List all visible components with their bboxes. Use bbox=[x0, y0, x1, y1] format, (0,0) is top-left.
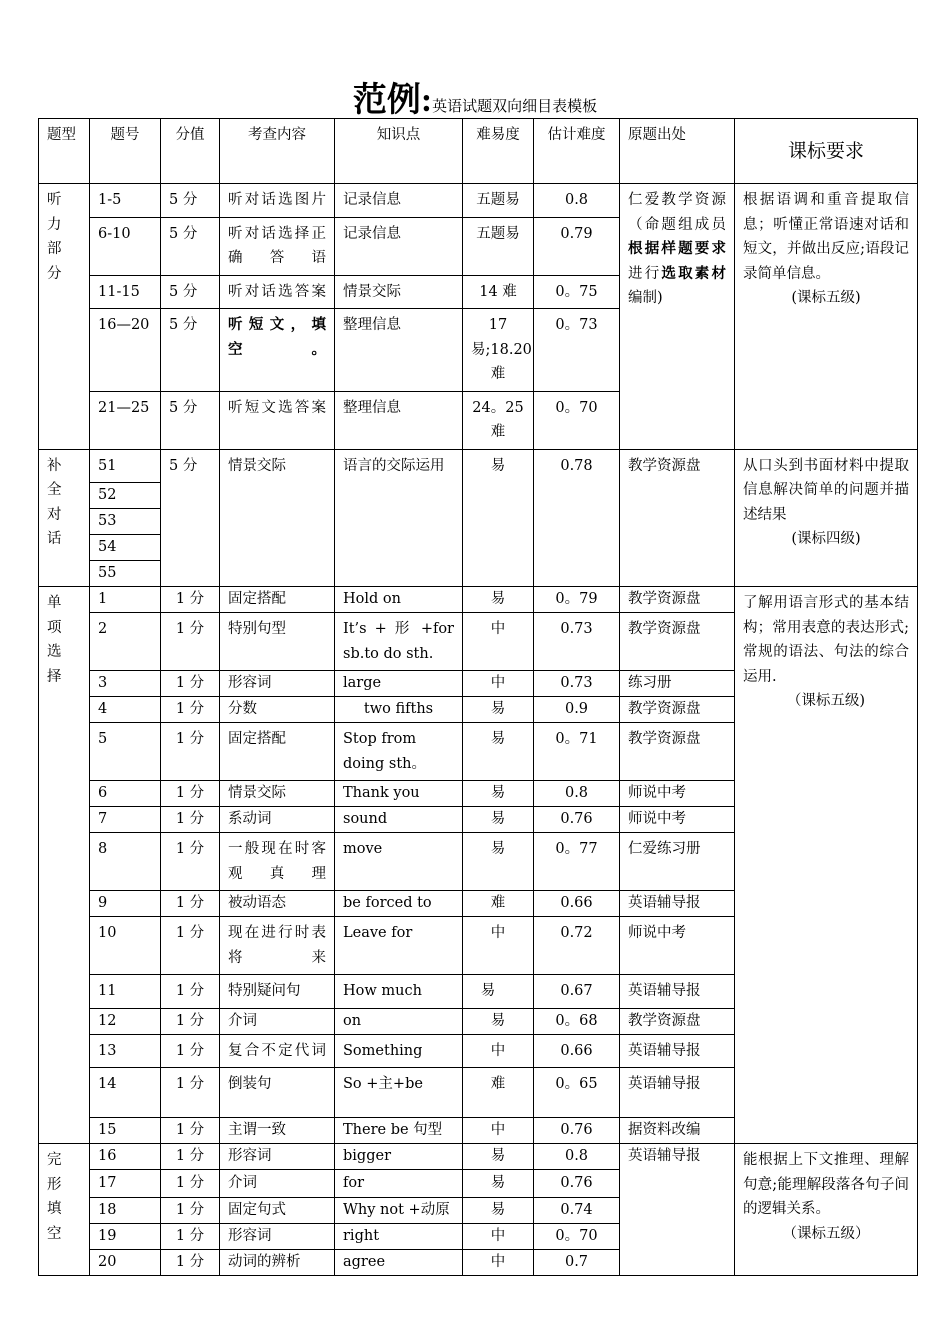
header-row bbox=[39, 119, 918, 184]
source: 英语辅导报 bbox=[620, 1034, 735, 1068]
question-no: 13 bbox=[90, 1034, 161, 1068]
difficulty: 难 bbox=[463, 1068, 534, 1118]
estimate: 0。71 bbox=[534, 723, 620, 781]
title-main: 范例: bbox=[352, 82, 433, 119]
header-cell: 题型 bbox=[39, 119, 90, 184]
header-cell-standard: 课标要求 bbox=[735, 119, 918, 184]
knowledge-point: Thank you bbox=[335, 781, 463, 807]
title-sub: 英语试题双向细目表模板 bbox=[432, 97, 598, 115]
difficulty: 中 bbox=[463, 1224, 534, 1250]
question-no: 11-15 bbox=[90, 275, 161, 309]
difficulty: 中 bbox=[463, 917, 534, 975]
question-no: 52 bbox=[90, 483, 161, 509]
score: 1 分 bbox=[161, 807, 220, 833]
estimate: 0.67 bbox=[534, 975, 620, 1009]
estimate: 0。75 bbox=[534, 275, 620, 309]
content: 系动词 bbox=[220, 807, 335, 833]
question-no: 14 bbox=[90, 1068, 161, 1118]
question-no: 55 bbox=[90, 561, 161, 587]
knowledge-point: for bbox=[335, 1170, 463, 1198]
knowledge-point: two fifths bbox=[335, 697, 463, 723]
score: 1 分 bbox=[161, 613, 220, 671]
section-name: 完形填空 bbox=[39, 1144, 90, 1276]
score: 5 分 bbox=[161, 275, 220, 309]
knowledge-point: How much bbox=[335, 975, 463, 1009]
section-name: 听力部分 bbox=[39, 184, 90, 450]
difficulty: 中 bbox=[463, 613, 534, 671]
difficulty: 中 bbox=[463, 671, 534, 697]
estimate: 0。73 bbox=[534, 309, 620, 392]
question-no: 8 bbox=[90, 833, 161, 891]
knowledge-point: So +主+be bbox=[335, 1068, 463, 1118]
difficulty: 易 bbox=[463, 1198, 534, 1224]
table-row bbox=[39, 587, 918, 613]
score: 1 分 bbox=[161, 723, 220, 781]
question-no: 18 bbox=[90, 1198, 161, 1224]
question-no: 20 bbox=[90, 1250, 161, 1276]
curriculum-standard: 从口头到书面材料中提取信息解决简单的问题并描述结果 (课标四级) bbox=[735, 449, 918, 587]
source: 教学资源盘 bbox=[620, 723, 735, 781]
content: 情景交际 bbox=[220, 449, 335, 587]
score: 1 分 bbox=[161, 671, 220, 697]
knowledge-point: Why not +动原 bbox=[335, 1198, 463, 1224]
section-name: 单项选择 bbox=[39, 587, 90, 1144]
score: 1 分 bbox=[161, 697, 220, 723]
estimate: 0.76 bbox=[534, 807, 620, 833]
question-no: 51 bbox=[90, 449, 161, 483]
question-no: 4 bbox=[90, 697, 161, 723]
score: 5 分 bbox=[161, 217, 220, 275]
score: 5 分 bbox=[161, 391, 220, 449]
section-name: 补全对话 bbox=[39, 449, 90, 587]
estimate: 0.7 bbox=[534, 1250, 620, 1276]
knowledge-point: Hold on bbox=[335, 587, 463, 613]
source: 仁爱教学资源（命题组成员根据样题要求进行选取素材编制) bbox=[620, 184, 735, 450]
content: 形容词 bbox=[220, 1224, 335, 1250]
difficulty: 17 易;18.20 难 bbox=[463, 309, 534, 392]
knowledge-point: Leave for bbox=[335, 917, 463, 975]
estimate: 0.76 bbox=[534, 1170, 620, 1198]
knowledge-point: large bbox=[335, 671, 463, 697]
header-cell: 题号 bbox=[90, 119, 161, 184]
estimate: 0。77 bbox=[534, 833, 620, 891]
knowledge-point: bigger bbox=[335, 1144, 463, 1170]
source: 练习册 bbox=[620, 671, 735, 697]
estimate: 0.66 bbox=[534, 891, 620, 917]
score: 1 分 bbox=[161, 1008, 220, 1034]
question-no: 15 bbox=[90, 1118, 161, 1144]
question-no: 9 bbox=[90, 891, 161, 917]
estimate: 0.76 bbox=[534, 1118, 620, 1144]
knowledge-point: move bbox=[335, 833, 463, 891]
source: 英语辅导报 bbox=[620, 1144, 735, 1276]
estimate: 0.9 bbox=[534, 697, 620, 723]
source: 据资料改编 bbox=[620, 1118, 735, 1144]
question-no: 6-10 bbox=[90, 217, 161, 275]
question-no: 7 bbox=[90, 807, 161, 833]
estimate: 0.8 bbox=[534, 781, 620, 807]
knowledge-point: be forced to bbox=[335, 891, 463, 917]
estimate: 0.72 bbox=[534, 917, 620, 975]
score: 5 分 bbox=[161, 309, 220, 392]
knowledge-point: 整理信息 bbox=[335, 391, 463, 449]
curriculum-standard: 能根据上下文推理、理解句意;能理解段落各句子间的逻辑关系。 （课标五级） bbox=[735, 1144, 918, 1276]
knowledge-point: There be 句型 bbox=[335, 1118, 463, 1144]
source: 英语辅导报 bbox=[620, 1068, 735, 1118]
content: 听短文选答案 bbox=[220, 391, 335, 449]
score: 1 分 bbox=[161, 1068, 220, 1118]
question-no: 6 bbox=[90, 781, 161, 807]
estimate: 0。65 bbox=[534, 1068, 620, 1118]
content: 形容词 bbox=[220, 671, 335, 697]
estimate: 0.78 bbox=[534, 449, 620, 587]
score: 1 分 bbox=[161, 781, 220, 807]
estimate: 0。79 bbox=[534, 587, 620, 613]
estimate: 0.66 bbox=[534, 1034, 620, 1068]
content: 被动语态 bbox=[220, 891, 335, 917]
estimate: 0.74 bbox=[534, 1198, 620, 1224]
knowledge-point: Something bbox=[335, 1034, 463, 1068]
estimate: 0。68 bbox=[534, 1008, 620, 1034]
score: 1 分 bbox=[161, 1224, 220, 1250]
difficulty: 易 bbox=[463, 723, 534, 781]
content: 固定句式 bbox=[220, 1198, 335, 1224]
content: 听对话选择正确答语 bbox=[220, 217, 335, 275]
knowledge-point: agree bbox=[335, 1250, 463, 1276]
knowledge-point: 记录信息 bbox=[335, 217, 463, 275]
header-cell: 原题出处 bbox=[620, 119, 735, 184]
source: 英语辅导报 bbox=[620, 975, 735, 1009]
difficulty: 中 bbox=[463, 1118, 534, 1144]
content: 现在进行时表将来 bbox=[220, 917, 335, 975]
estimate: 0。70 bbox=[534, 391, 620, 449]
page-title bbox=[0, 72, 950, 121]
score: 1 分 bbox=[161, 1198, 220, 1224]
source: 教学资源盘 bbox=[620, 449, 735, 587]
difficulty: 易 bbox=[463, 975, 534, 1009]
knowledge-point: 整理信息 bbox=[335, 309, 463, 392]
source: 师说中考 bbox=[620, 781, 735, 807]
question-no: 16—20 bbox=[90, 309, 161, 392]
difficulty: 14 难 bbox=[463, 275, 534, 309]
score: 5 分 bbox=[161, 449, 220, 587]
header-cell: 考查内容 bbox=[220, 119, 335, 184]
score: 1 分 bbox=[161, 917, 220, 975]
curriculum-standard: 根据语调和重音提取信息；听懂正常语速对话和短文，并做出反应;语段记录简单信息。 (课标五级) bbox=[735, 184, 918, 450]
content: 听对话选答案 bbox=[220, 275, 335, 309]
source: 教学资源盘 bbox=[620, 697, 735, 723]
source: 教学资源盘 bbox=[620, 613, 735, 671]
difficulty: 易 bbox=[463, 1144, 534, 1170]
score: 1 分 bbox=[161, 1144, 220, 1170]
estimate: 0。70 bbox=[534, 1224, 620, 1250]
score: 1 分 bbox=[161, 1118, 220, 1144]
knowledge-point: Stop from doing sth。 bbox=[335, 723, 463, 781]
question-no: 10 bbox=[90, 917, 161, 975]
curriculum-standard: 了解用语言形式的基本结构；常用表意的表达形式;常规的语法、句法的综合运用. （课标五级) bbox=[735, 587, 918, 1144]
difficulty: 易 bbox=[463, 697, 534, 723]
content: 特别句型 bbox=[220, 613, 335, 671]
question-no: 3 bbox=[90, 671, 161, 697]
content: 固定搭配 bbox=[220, 723, 335, 781]
score: 1 分 bbox=[161, 833, 220, 891]
knowledge-point: It’s + 形 +for sb.to do sth. bbox=[335, 613, 463, 671]
source: 教学资源盘 bbox=[620, 587, 735, 613]
header-cell: 分值 bbox=[161, 119, 220, 184]
content: 动词的辨析 bbox=[220, 1250, 335, 1276]
content: 介词 bbox=[220, 1170, 335, 1198]
score: 1 分 bbox=[161, 1250, 220, 1276]
score: 5 分 bbox=[161, 184, 220, 218]
question-no: 17 bbox=[90, 1170, 161, 1198]
difficulty: 易 bbox=[463, 449, 534, 587]
difficulty: 24。25 难 bbox=[463, 391, 534, 449]
content: 情景交际 bbox=[220, 781, 335, 807]
content: 一般现在时客观真理 bbox=[220, 833, 335, 891]
difficulty: 中 bbox=[463, 1034, 534, 1068]
question-no: 2 bbox=[90, 613, 161, 671]
content: 介词 bbox=[220, 1008, 335, 1034]
table-row bbox=[39, 449, 918, 483]
score: 1 分 bbox=[161, 1034, 220, 1068]
content: 听短文，填空。 bbox=[220, 309, 335, 392]
score: 1 分 bbox=[161, 587, 220, 613]
table-row bbox=[39, 184, 918, 218]
difficulty: 易 bbox=[463, 1008, 534, 1034]
content: 复合不定代词 bbox=[220, 1034, 335, 1068]
header-cell: 知识点 bbox=[335, 119, 463, 184]
score: 1 分 bbox=[161, 975, 220, 1009]
table-row bbox=[39, 1144, 918, 1170]
header-cell: 估计难度 bbox=[534, 119, 620, 184]
score: 1 分 bbox=[161, 1170, 220, 1198]
source: 师说中考 bbox=[620, 917, 735, 975]
source: 教学资源盘 bbox=[620, 1008, 735, 1034]
difficulty: 易 bbox=[463, 807, 534, 833]
knowledge-point: sound bbox=[335, 807, 463, 833]
estimate: 0.79 bbox=[534, 217, 620, 275]
question-no: 19 bbox=[90, 1224, 161, 1250]
estimate: 0.8 bbox=[534, 184, 620, 218]
question-no: 12 bbox=[90, 1008, 161, 1034]
knowledge-point: right bbox=[335, 1224, 463, 1250]
difficulty: 易 bbox=[463, 587, 534, 613]
difficulty: 易 bbox=[463, 781, 534, 807]
knowledge-point: 记录信息 bbox=[335, 184, 463, 218]
question-no: 54 bbox=[90, 535, 161, 561]
question-no: 5 bbox=[90, 723, 161, 781]
difficulty: 易 bbox=[463, 1170, 534, 1198]
score: 1 分 bbox=[161, 891, 220, 917]
estimate: 0.73 bbox=[534, 613, 620, 671]
question-no: 1-5 bbox=[90, 184, 161, 218]
knowledge-point: on bbox=[335, 1008, 463, 1034]
estimate: 0.73 bbox=[534, 671, 620, 697]
content: 倒装句 bbox=[220, 1068, 335, 1118]
difficulty: 五题易 bbox=[463, 217, 534, 275]
question-no: 16 bbox=[90, 1144, 161, 1170]
source: 师说中考 bbox=[620, 807, 735, 833]
source: 英语辅导报 bbox=[620, 891, 735, 917]
content: 特别疑问句 bbox=[220, 975, 335, 1009]
source: 仁爱练习册 bbox=[620, 833, 735, 891]
content: 形容词 bbox=[220, 1144, 335, 1170]
question-no: 1 bbox=[90, 587, 161, 613]
knowledge-point: 情景交际 bbox=[335, 275, 463, 309]
difficulty: 难 bbox=[463, 891, 534, 917]
header-cell: 难易度 bbox=[463, 119, 534, 184]
difficulty: 中 bbox=[463, 1250, 534, 1276]
difficulty: 五题易 bbox=[463, 184, 534, 218]
question-no: 53 bbox=[90, 509, 161, 535]
question-no: 11 bbox=[90, 975, 161, 1009]
content: 固定搭配 bbox=[220, 587, 335, 613]
knowledge-point: 语言的交际运用 bbox=[335, 449, 463, 587]
estimate: 0.8 bbox=[534, 1144, 620, 1170]
content: 听对话选图片 bbox=[220, 184, 335, 218]
detail-table bbox=[38, 118, 918, 1276]
difficulty: 易 bbox=[463, 833, 534, 891]
question-no: 21—25 bbox=[90, 391, 161, 449]
content: 分数 bbox=[220, 697, 335, 723]
content: 主谓一致 bbox=[220, 1118, 335, 1144]
